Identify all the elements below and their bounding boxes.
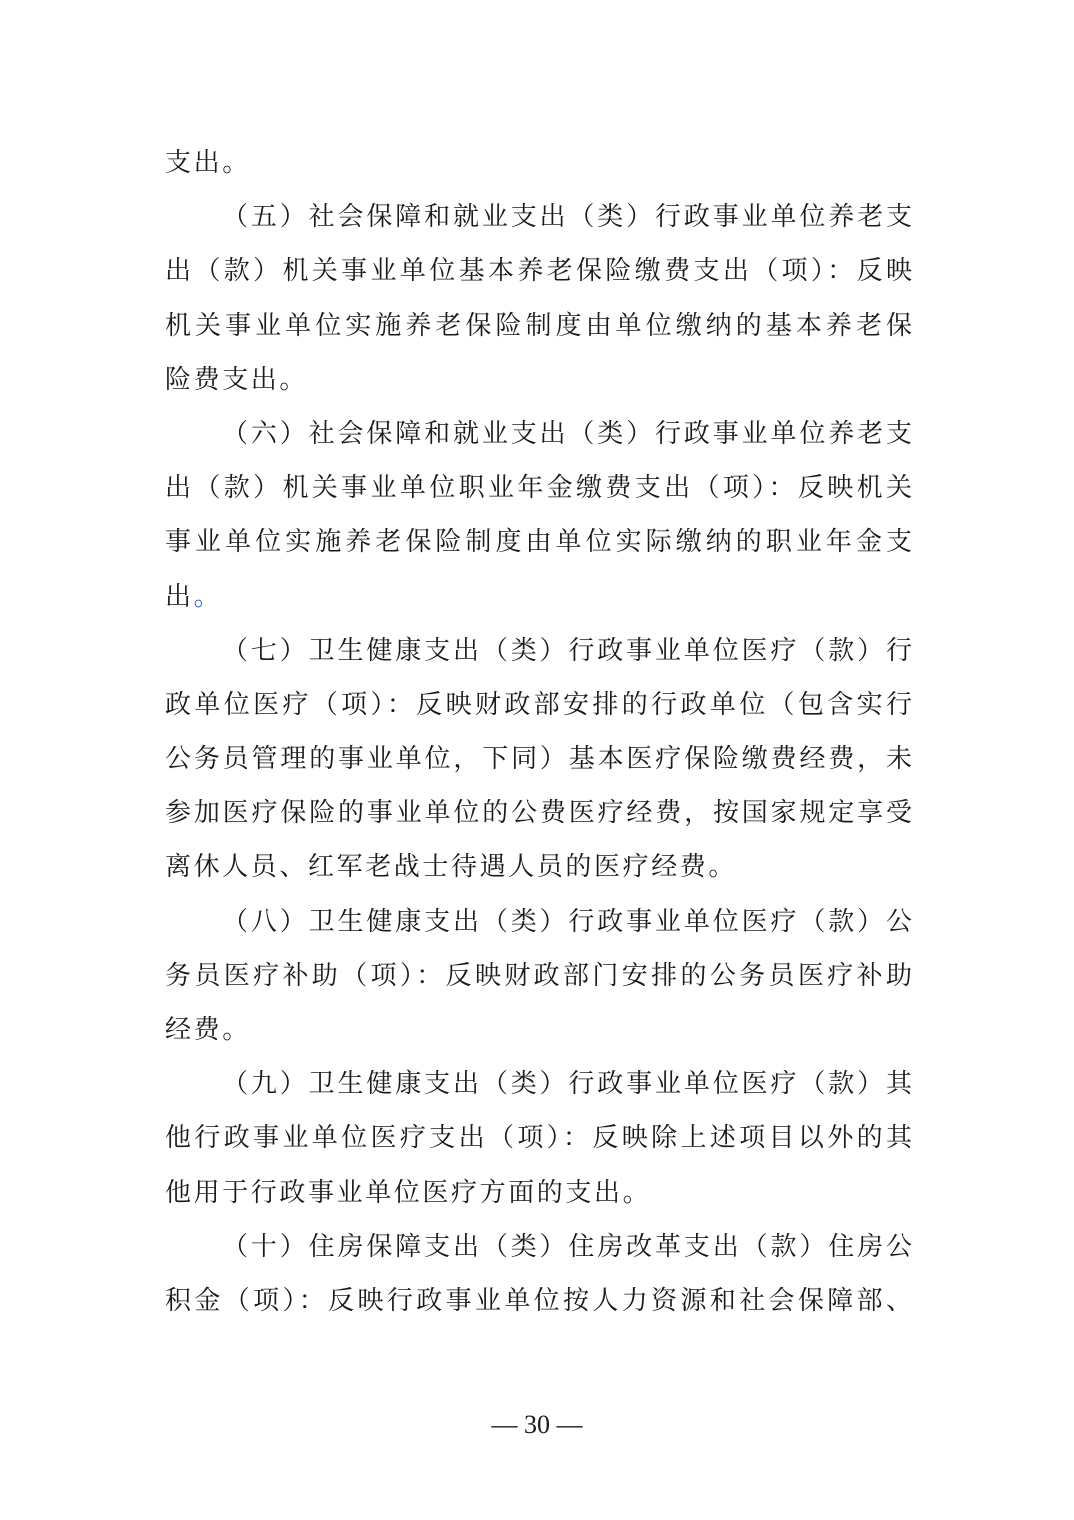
paragraph-8-start: （八）卫生健康支出（类）行政事业单位医疗（款）公 xyxy=(222,906,912,936)
text-fragment: 出 xyxy=(165,581,194,611)
paragraph-7-start: （七）卫生健康支出（类）行政事业单位医疗（款）行 xyxy=(222,635,912,665)
paragraph-5-start: （五）社会保障和就业支出（类）行政事业单位养老支 xyxy=(222,202,912,232)
text-line: 经费。 xyxy=(165,1015,251,1044)
text-line: 参加医疗保险的事业单位的公费医疗经费，按国家规定享受 xyxy=(165,798,912,828)
paragraph-6-start: （六）社会保障和就业支出（类）行政事业单位养老支 xyxy=(222,418,912,448)
text-line: 积金（项）：反映行政事业单位按人力资源和社会保障部、 xyxy=(165,1285,912,1315)
text-line: 他用于行政事业单位医疗方面的支出。 xyxy=(165,1177,652,1207)
text-line: 政单位医疗（项）：反映财政部安排的行政单位（包含实行 xyxy=(165,689,912,719)
document-body xyxy=(165,136,912,1328)
text-line: 离休人员、红军老战士待遇人员的医疗经费。 xyxy=(165,852,738,882)
blue-period: 。 xyxy=(193,581,223,611)
paragraph-10-start: （十）住房保障支出（类）住房改革支出（款）住房公 xyxy=(222,1231,912,1261)
paragraph-9-start: （九）卫生健康支出（类）行政事业单位医疗（款）其 xyxy=(222,1069,912,1099)
text-line: 务员医疗补助（项）：反映财政部门安排的公务员医疗补助 xyxy=(165,960,912,990)
text-line: 机关事业单位实施养老保险制度由单位缴纳的基本养老保 xyxy=(165,310,912,340)
text-line: 他行政事业单位医疗支出（项）：反映除上述项目以外的其 xyxy=(165,1123,912,1153)
text-line: 出（款）机关事业单位职业年金缴费支出（项）：反映机关 xyxy=(165,473,912,503)
text-line xyxy=(165,570,912,624)
text-line: 出（款）机关事业单位基本养老保险缴费支出（项）：反映 xyxy=(165,256,912,286)
text-line: 险费支出。 xyxy=(165,364,309,394)
text-line: 支出。 xyxy=(165,148,251,177)
page-number: — 30 — xyxy=(491,1410,583,1439)
text-line: 公务员管理的事业单位，下同）基本医疗保险缴费经费，未 xyxy=(165,744,912,774)
text-line: 事业单位实施养老保险制度由单位实际缴纳的职业年金支 xyxy=(165,527,912,557)
